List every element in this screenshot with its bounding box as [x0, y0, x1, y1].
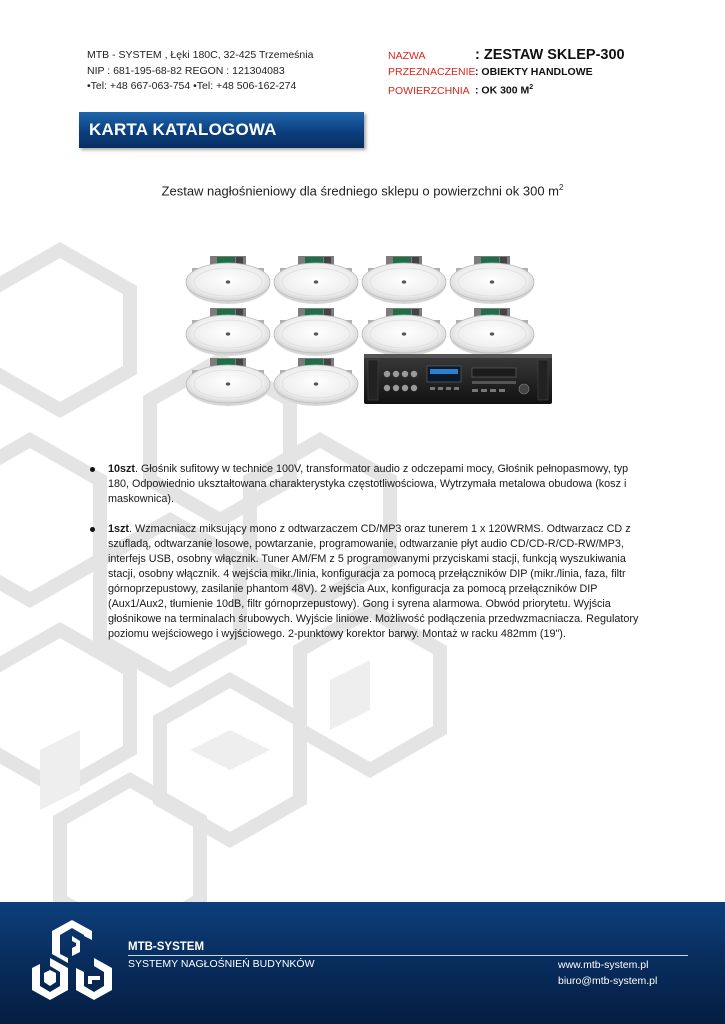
bullet-icon [90, 527, 95, 532]
spec-purpose-label: PRZEZNACZENIE [388, 65, 476, 78]
product-image [182, 250, 552, 408]
spec-area-value [475, 80, 533, 99]
company-tax-ids: NIP : 681-195-68-82 REGON : 121304083 [87, 64, 285, 77]
ceiling-speaker-icon [450, 308, 534, 356]
ceiling-speaker-icon [186, 358, 270, 406]
mixing-amplifier [364, 354, 552, 404]
company-address: MTB - SYSTEM , Łęki 180C, 32-425 Trzemeśnia [87, 49, 314, 61]
spec-name-row [388, 48, 625, 65]
component-list [90, 462, 642, 657]
component-qty: 10szt [108, 463, 136, 475]
footer-contact [558, 958, 657, 989]
ceiling-speaker-icon [186, 256, 270, 304]
component-desc: . Wzmacniacz miksujący mono z odtwarzaczem CD/MP3 oraz tunerem 1 x 120WRMS. Odtwarzacz CD z szufladą, odtwarzanie losowe, powtarzanie, programowanie, odtwarzanie płyt audio CD/CD-R/CD-RW/MP3, interfejs USB, osobny włącznik. Tuner AM/FM z 5 programowanymi przyciskami stacji, funkcją wyszukiwania stacji, osobny włącznik. 4 wejścia mikr./linia, konfiguracja za pomocą przełączników DIP (mikr./linia, faza, filtr górnoprzepustowy, zasilanie phantom 48V). 2 wejścia Aux, konfiguracja za pomocą przełączników DIP (Aux1/Aux2, tłumienie 10dB, filtr górnoprzepustowy). Gong i syrena alarmowa. Obwód priorytetu. Wyjścia głośnikowe na terminalach śrubowych. Wyjście liniowe. Możliwość podłączenia przedwzmacniacza. Regulatory poziomu wejściowego i wyjściowego. 2-punktowy korektor barwy. Montaż w racku 482mm (19"). [108, 523, 639, 640]
spec-name-value: : ZESTAW SKLEP-300 [475, 47, 625, 63]
ceiling-speaker-icon [274, 256, 358, 304]
set-description-sup: 2 [559, 183, 564, 192]
product-spec [388, 48, 625, 99]
spec-purpose-value: : OBIEKTY HANDLOWE [475, 65, 593, 78]
footer-website-link[interactable]: www.mtb-system.pl [558, 959, 649, 971]
ceiling-speaker-icon [450, 256, 534, 304]
component-desc: . Głośnik sufitowy w technice 100V, transformator audio z odczepami mocy, Głośnik pełnopasmowy, typ 180, Odpowiednio ukształtowana charakterystyka częstotliwościowa, Wytrzymała metalowa obudowa (kosz i maskownica). [108, 463, 629, 505]
spec-area-label: POWIERZCHNIA [388, 84, 470, 97]
spec-purpose-row [388, 65, 625, 81]
component-qty: 1szt [108, 523, 130, 535]
ceiling-speaker-icon [274, 358, 358, 406]
spec-area-sup: 2 [529, 84, 534, 91]
spec-area-row [388, 80, 625, 99]
company-info [87, 48, 313, 95]
bullet-icon [90, 467, 95, 472]
ceiling-speaker-icon [362, 256, 446, 304]
company-phones: •Tel: +48 667-063-754 •Tel: +48 506-162-274 [87, 80, 297, 92]
company-logo-icon [28, 918, 116, 1012]
spec-area-text: : OK 300 M [475, 84, 530, 97]
set-description [0, 183, 725, 198]
title-banner [79, 112, 364, 148]
set-description-text: Zestaw nagłośnieniowy dla średniego sklepu o powierzchni ok 300 m [161, 183, 559, 199]
component-item-amplifier [90, 522, 642, 642]
component-item-speakers [90, 462, 642, 507]
ceiling-speaker-icon [274, 308, 358, 356]
spec-name-label: NAZWA [388, 50, 426, 62]
banner-title: KARTA KATALOGOWA [89, 120, 277, 139]
footer-divider [128, 955, 688, 956]
footer-tagline: SYSTEMY NAGŁOŚNIEŃ BUDYNKÓW [128, 958, 315, 970]
ceiling-speaker-icon [186, 308, 270, 356]
ceiling-speaker-icon [362, 308, 446, 356]
footer-email-link[interactable]: biuro@mtb-system.pl [558, 974, 658, 987]
footer-company-name: MTB-SYSTEM [128, 941, 205, 953]
